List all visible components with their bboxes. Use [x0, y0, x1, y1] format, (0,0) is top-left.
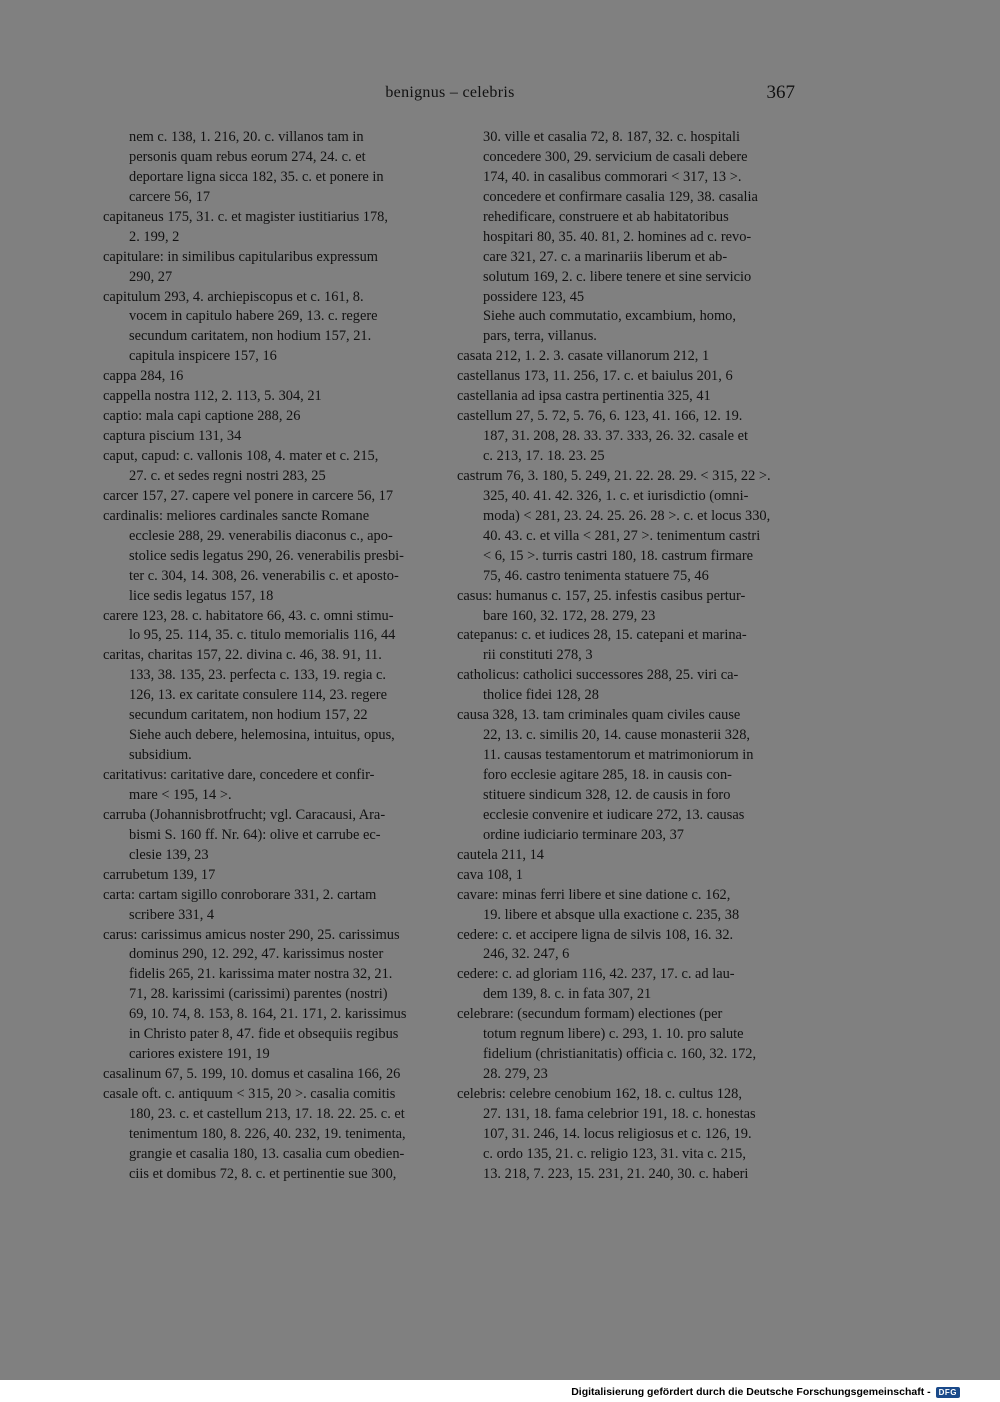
index-line: captura piscium 131, 34	[103, 428, 242, 445]
index-line: 19. libere et absque ulla exactione c. 235, 38	[483, 906, 740, 923]
index-line: ter c. 304, 14. 308, 26. venerabilis c. et aposto-	[129, 567, 399, 584]
index-line: carus: carissimus amicus noster 290, 25. carissimus	[103, 926, 400, 943]
index-line: capitulum 293, 4. archiepiscopus et c. 161, 8.	[103, 288, 364, 305]
index-line: lice sedis legatus 157, 18	[129, 587, 274, 604]
index-line: 27. 131, 18. fama celebrior 191, 18. c. honestas	[483, 1105, 756, 1122]
index-line: causa 328, 13. tam criminales quam civiles cause	[457, 707, 741, 724]
index-line: subsidium.	[129, 747, 192, 764]
index-line: pars, terra, villanus.	[483, 328, 597, 345]
index-line: carcer 157, 27. capere vel ponere in carcere 56, 17	[103, 487, 394, 504]
index-line: concedere et confirmare casalia 129, 38. casalia	[483, 188, 758, 205]
index-line: cappa 284, 16	[103, 368, 184, 385]
index-line: cautela 211, 14	[457, 846, 544, 863]
index-line: lo 95, 25. 114, 35. c. titulo memorialis 116, 44	[129, 627, 396, 644]
index-line: stituere sindicum 328, 12. de causis in foro	[483, 786, 731, 803]
index-line: rehedificare, construere et ab habitatoribus	[483, 208, 729, 225]
index-line: casata 212, 1. 2. 3. casate villanorum 212, 1	[457, 348, 710, 365]
index-line: c. 213, 17. 18. 23. 25	[483, 448, 605, 464]
index-line: personis quam rebus eorum 274, 24. c. et	[129, 148, 366, 165]
dfg-logo-icon: DFG	[936, 1387, 960, 1398]
index-line: 69, 10. 74, 8. 153, 8. 164, 21. 171, 2. karissimus	[129, 1006, 407, 1023]
index-line: 11. causas testamentorum et matrimoniorum in	[483, 747, 754, 764]
index-line: moda) < 281, 23. 24. 25. 26. 28 >. c. et locus 330,	[483, 507, 771, 524]
index-line: < 6, 15 >. turris castri 180, 18. castrum firmare	[483, 547, 754, 564]
index-line: castellania ad ipsa castra pertinentia 325, 41	[457, 388, 711, 405]
index-line: carrubetum 139, 17	[103, 866, 216, 883]
index-line: concedere 300, 29. servicium de casali debere	[483, 148, 748, 165]
index-line: totum regnum libere) c. 293, 1. 10. pro salute	[483, 1026, 744, 1043]
index-line: capitula inspicere 157, 16	[129, 348, 277, 365]
index-line: ecclesie 288, 29. venerabilis diaconus c., apo-	[129, 527, 393, 544]
index-line: 246, 32. 247, 6	[483, 946, 570, 963]
index-line: 2. 199, 2	[129, 228, 180, 245]
index-line: 290, 27	[129, 268, 173, 285]
index-line: castellanus 173, 11. 256, 17. c. et baiulus 201, 6	[457, 368, 733, 385]
index-line: casalinum 67, 5. 199, 10. domus et casalina 166, 26	[103, 1066, 401, 1083]
index-line: castellum 27, 5. 72, 5. 76, 6. 123, 41. 166, 12. 19.	[457, 408, 743, 425]
index-line: vocem in capitulo habere 269, 13. c. regere	[129, 308, 378, 325]
index-line: bismi S. 160 ff. Nr. 64): olive et carrube ec-	[129, 826, 381, 843]
index-line: rii constituti 278, 3	[483, 647, 593, 664]
index-line: mare < 195, 14 >.	[129, 786, 232, 803]
index-line: carere 123, 28. c. habitatore 66, 43. c. omni stimu-	[103, 607, 394, 624]
index-line: ordine iudiciario terminare 203, 37	[483, 826, 685, 843]
index-line: catepanus: c. et iudices 28, 15. catepani et marina-	[457, 627, 747, 644]
index-line: catholicus: catholici successores 288, 25. viri ca-	[457, 667, 739, 684]
index-line: foro ecclesie agitare 285, 18. in causis con-	[483, 767, 732, 783]
index-line: dem 139, 8. c. in fata 307, 21	[483, 986, 652, 1003]
index-line: scribere 331, 4	[129, 906, 215, 923]
index-line: capitulare: in similibus capitularibus expressum	[103, 248, 378, 265]
index-line: carruba (Johannisbrotfrucht; vgl. Caracausi, Ara-	[103, 806, 386, 823]
index-line: casale oft. c. antiquum < 315, 20 >. casalia comitis	[103, 1086, 396, 1102]
index-line: hospitari 80, 35. 40. 81, 2. homines ad c. revo-	[483, 228, 752, 245]
index-line: fidelis 265, 21. karissima mater nostra 32, 21.	[129, 966, 393, 983]
index-line: tholice fidei 128, 28	[483, 687, 599, 704]
index-line: caritas, charitas 157, 22. divina c. 46, 38. 91, 11.	[103, 647, 382, 664]
index-line: dominus 290, 12. 292, 47. karissimus noster	[129, 946, 384, 963]
index-line: caritativus: caritative dare, concedere et confir-	[103, 767, 375, 783]
index-line: ecclesie convenire et iudicare 272, 13. causas	[483, 806, 745, 823]
index-line: cedere: c. ad gloriam 116, 42. 237, 17. c. ad lau-	[457, 966, 735, 983]
index-line: 187, 31. 208, 28. 33. 37. 333, 26. 32. casale et	[483, 428, 748, 445]
index-line: 75, 46. castro tenimenta statuere 75, 46	[483, 567, 709, 584]
index-line: bare 160, 32. 172, 28. 279, 23	[483, 607, 656, 624]
running-head: benignus – celebris	[385, 84, 515, 101]
index-line: nem c. 138, 1. 216, 20. c. villanos tam in	[129, 129, 364, 145]
index-line: 133, 38. 135, 23. perfecta c. 133, 19. regia c.	[129, 667, 386, 684]
right-column	[457, 128, 793, 1185]
index-line: tenimentum 180, 8. 226, 40. 232, 19. tenimenta,	[129, 1125, 406, 1142]
index-line: 30. ville et casalia 72, 8. 187, 32. c. hospitali	[483, 129, 740, 145]
index-line: carta: cartam sigillo conroborare 331, 2. cartam	[103, 886, 377, 903]
index-line: ciis et domibus 72, 8. c. et pertinentie sue 300,	[129, 1165, 397, 1182]
index-line: 107, 31. 246, 14. locus religiosus et c. 126, 19.	[483, 1125, 752, 1142]
index-line: celebrare: (secundum formam) electiones (per	[457, 1006, 723, 1023]
index-line: grangie et casalia 180, 13. casalia cum obedien-	[129, 1145, 405, 1162]
footer-credit	[571, 1386, 960, 1398]
index-line: cardinalis: meliores cardinales sancte Romane	[103, 507, 370, 524]
index-line: 22, 13. c. similis 20, 14. cause monasterii 328,	[483, 727, 750, 744]
index-line: Siehe auch commutatio, excambium, homo,	[483, 308, 736, 325]
index-line: c. ordo 135, 21. c. religio 123, 31. vita c. 215,	[483, 1145, 746, 1162]
index-line: secundum caritatem, non hodium 157, 21.	[129, 328, 372, 345]
index-line: possidere 123, 45	[483, 288, 585, 305]
index-line: cariores existere 191, 19	[129, 1046, 270, 1063]
index-line: 174, 40. in casalibus commorari < 317, 13 >.	[483, 168, 742, 185]
page-number: 367	[766, 82, 795, 103]
index-line: cedere: c. et accipere ligna de silvis 108, 16. 32.	[457, 926, 734, 943]
footer-text: Digitalisierung gefördert durch die Deutsche Forschungsgemeinschaft -	[571, 1386, 931, 1398]
index-line: deportare ligna sicca 182, 35. c. et ponere in	[129, 168, 384, 185]
index-line: cappella nostra 112, 2. 113, 5. 304, 21	[103, 388, 322, 405]
index-line: carcere 56, 17	[129, 188, 211, 205]
index-line: cavare: minas ferri libere et sine datione c. 162,	[457, 886, 731, 903]
index-line: casus: humanus c. 157, 25. infestis casibus pertur-	[457, 587, 746, 604]
index-line: in Christo pater 8, 47. fide et obsequiis regibus	[129, 1026, 399, 1043]
index-line: stolice sedis legatus 290, 26. venerabilis presbi-	[129, 547, 404, 564]
index-line: care 321, 27. c. a marinariis liberum et ab-	[483, 248, 728, 265]
index-line: 27. c. et sedes regni nostri 283, 25	[129, 467, 326, 484]
index-line: castrum 76, 3. 180, 5. 249, 21. 22. 28. 29. < 315, 22 >.	[457, 467, 771, 484]
index-line: caput, capud: c. vallonis 108, 4. mater et c. 215,	[103, 448, 379, 464]
index-line: 126, 13. ex caritate consulere 114, 23. regere	[129, 687, 387, 704]
index-line: 325, 40. 41. 42. 326, 1. c. et iurisdictio (omni-	[483, 487, 749, 504]
index-line: capitaneus 175, 31. c. et magister iustitiarius 178,	[103, 208, 388, 225]
index-line: 13. 218, 7. 223, 15. 231, 21. 240, 30. c. haberi	[483, 1165, 749, 1182]
index-line: celebris: celebre cenobium 162, 18. c. cultus 128,	[457, 1086, 742, 1102]
index-line: 71, 28. karissimi (carissimi) parentes (nostri)	[129, 986, 388, 1003]
index-line: secundum caritatem, non hodium 157, 22	[129, 707, 368, 724]
index-line: captio: mala capi captione 288, 26	[103, 408, 301, 425]
index-line: fidelium (christianitatis) officia c. 160, 32. 172,	[483, 1046, 757, 1063]
index-line: cava 108, 1	[457, 866, 523, 883]
index-line: 28. 279, 23	[483, 1066, 548, 1083]
index-line: clesie 139, 23	[129, 846, 209, 863]
index-line: solutum 169, 2. c. libere tenere et sine servicio	[483, 268, 752, 285]
index-line: 40. 43. c. et villa < 281, 27 >. tenimentum castri	[483, 527, 761, 544]
index-line: 180, 23. c. et castellum 213, 17. 18. 22. 25. c. et	[129, 1105, 405, 1122]
index-line: Siehe auch debere, helemosina, intuitus, opus,	[129, 727, 395, 744]
left-column	[103, 128, 438, 1185]
